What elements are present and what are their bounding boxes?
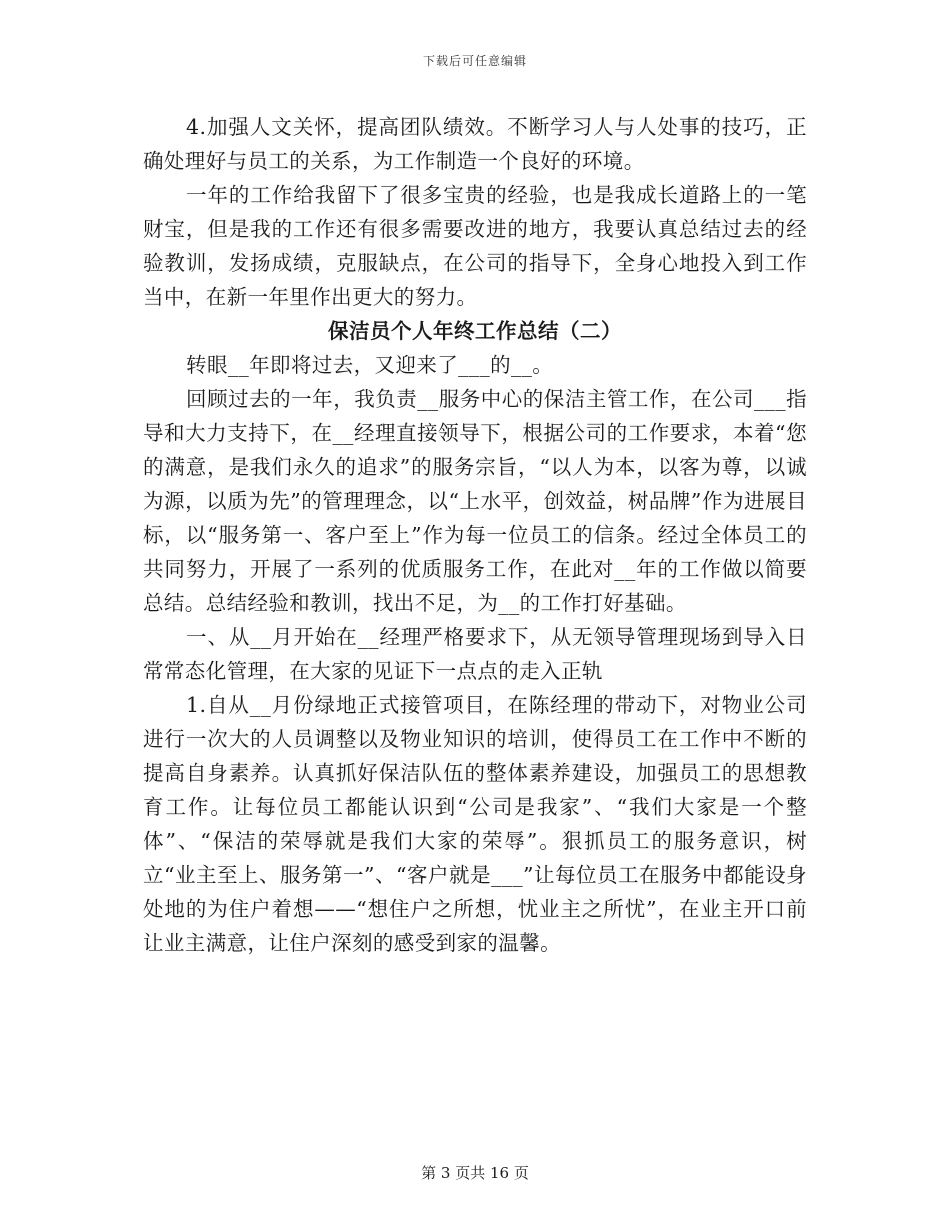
page-header: 下载后可任意编辑: [422, 54, 527, 68]
document-body: [143, 110, 807, 960]
page-footer: 第 3 页共 16 页: [421, 1164, 529, 1182]
section-title: 保洁员个人年终工作总结（二）: [328, 319, 622, 343]
paragraph-6: 1.自从__月份绿地正式接管项目，在陈经理的带动下，对物业公司进行一次大的人员调整以及物业知识的培训，使得员工在工作中不断的提高自身素养。认真抓好保洁队伍的整体素养建设，加强员工的思想教育工作。让每位员工都能认识到“公司是我家”、“我们大家是一个整体”、“保洁的荣辱就是我们大家的荣辱”。狠抓员工的服务意识，树立“业主至上、服务第一”、“客户就是___”让每位员工在服务中都能设身处地的为住户着想——“想住户之所想，忧业主之所忧”，在业主开口前让业主满意，让住户深刻的感受到家的温馨。: [143, 693, 807, 955]
paragraph-5: 一、从__月开始在__经理严格要求下，从无领导管理现场到导入日常常态化管理，在大家的见证下一点点的走入正轨: [143, 625, 807, 683]
paragraph-3: 转眼__年即将过去，又迎来了___的__。: [186, 353, 554, 377]
paragraph-1: 4.加强人文关怀，提高团队绩效。不断学习人与人处事的技巧，正确处理好与员工的关系，为工作制造一个良好的环境。: [143, 115, 807, 173]
paragraph-2: 一年的工作给我留下了很多宝贵的经验，也是我成长道路上的一笔财宝，但是我的工作还有很多需要改进的地方，我要认真总结过去的经验教训，发扬成绩，克服缺点，在公司的指导下，全身心地投入到工作当中，在新一年里作出更大的努力。: [143, 183, 807, 309]
paragraph-4: 回顾过去的一年，我负责__服务中心的保洁主管工作，在公司___指导和大力支持下，在__经理直接领导下，根据公司的工作要求，本着“您的满意，是我们永久的追求”的服务宗旨，“以人为本，以客为尊，以诚为源，以质为先”的管理理念，以“上水平，创效益，树品牌”作为进展目标，以“服务第一、客户至上”作为每一位员工的信条。经过全体员工的共同努力，开展了一系列的优质服务工作，在此对__年的工作做以简要总结。总结经验和教训，找出不足，为__的工作打好基础。: [143, 387, 807, 615]
